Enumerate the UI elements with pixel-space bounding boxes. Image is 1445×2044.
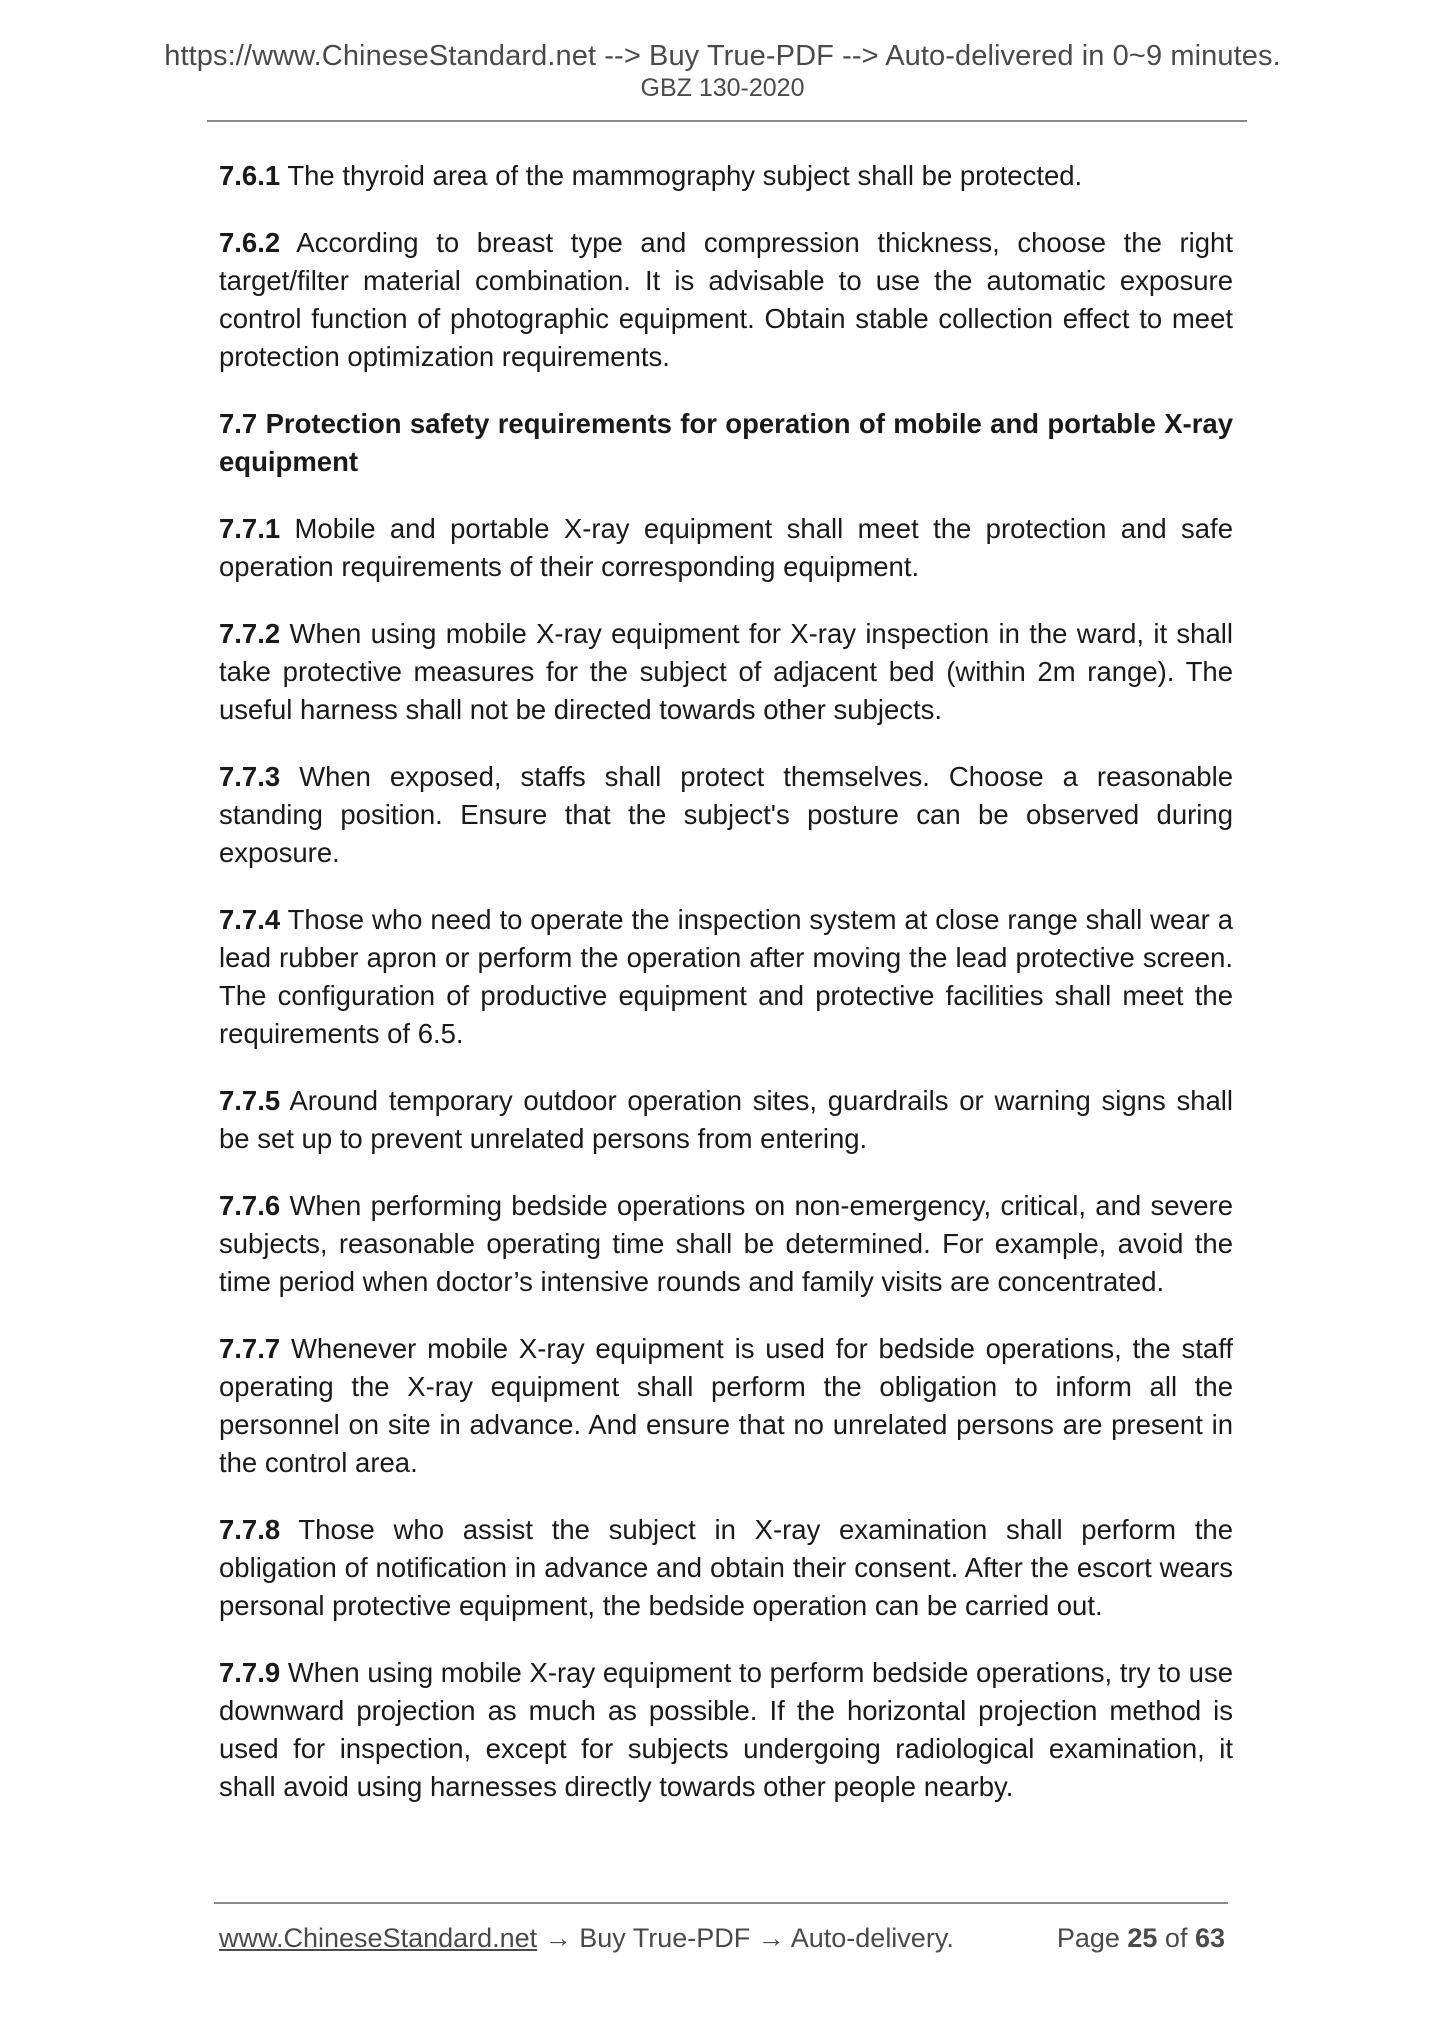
clause-text: The thyroid area of the mammography subject shall be protected. <box>280 160 1083 191</box>
clause-text: According to breast type and compression thickness, choose the right target/filter material combination. It is advisable to use the automatic exposure control function of photographic equipment. Obtain stable collection effect to meet protection optimization requirements. <box>219 227 1233 372</box>
clause-7-7-5 <box>219 1082 1233 1158</box>
clause-number: 7.7.2 <box>219 618 281 649</box>
footer-source <box>219 1923 954 1954</box>
page-label: Page <box>1056 1923 1128 1953</box>
clause-7-7-7 <box>219 1330 1233 1482</box>
section-heading-7-7: 7.7 Protection safety requirements for operation of mobile and portable X-ray equipment <box>219 408 1233 477</box>
clause-text: When using mobile X-ray equipment to perform bedside operations, try to use downward projection as much as possible. If the horizontal projection method is used for inspection, except for subjects undergoing radiological examination, it shall avoid using harnesses directly towards other people nearby. <box>219 1657 1233 1802</box>
clause-number: 7.7.5 <box>219 1085 281 1116</box>
clause-7-7-8 <box>219 1511 1233 1625</box>
clause-text: Whenever mobile X-ray equipment is used for bedside operations, the staff operating the X-ray equipment shall perform the obligation to inform all the personnel on site in advance. And ensure that no unrelated persons are present in the control area. <box>219 1333 1233 1478</box>
footer-site-link[interactable]: www.ChineseStandard.net <box>219 1923 538 1953</box>
clause-text: When performing bedside operations on non-emergency, critical, and severe subjects, reasonable operating time shall be determined. For example, avoid the time period when doctor’s intensive rounds and family visits are concentrated. <box>219 1190 1233 1297</box>
footer-delivery-text: → Buy True-PDF → Auto-delivery. <box>537 1923 954 1953</box>
clause-number: 7.7.9 <box>219 1657 281 1688</box>
clause-number: 7.7.6 <box>219 1190 281 1221</box>
clause-number: 7.7.7 <box>219 1333 281 1364</box>
clause-7-7-9 <box>219 1654 1233 1806</box>
of-label: of <box>1157 1923 1195 1953</box>
clause-number: 7.7.1 <box>219 513 281 544</box>
clause-text: When exposed, staffs shall protect themselves. Choose a reasonable standing position. Ensure that the subject's posture can be observed during exposure. <box>219 761 1233 868</box>
clause-text: Around temporary outdoor operation sites, guardrails or warning signs shall be set up to prevent unrelated persons from entering. <box>219 1085 1233 1154</box>
document-body <box>219 157 1233 1835</box>
clause-7-7-6 <box>219 1187 1233 1301</box>
clause-number: 7.6.1 <box>219 160 281 191</box>
clause-text: Those who need to operate the inspection system at close range shall wear a lead rubber apron or perform the operation after moving the lead protective screen. The configuration of productive equipment and protective facilities shall meet the requirements of 6.5. <box>219 904 1233 1049</box>
clause-number: 7.7.3 <box>219 761 281 792</box>
clause-number: 7.7.4 <box>219 904 281 935</box>
clause-7-7-3 <box>219 758 1233 872</box>
current-page-number: 25 <box>1127 1923 1158 1953</box>
clause-text: Those who assist the subject in X-ray examination shall perform the obligation of notification in advance and obtain their consent. After the escort wears personal protective equipment, the bedside operation can be carried out. <box>219 1514 1233 1621</box>
document-code: GBZ 130-2020 <box>640 74 805 102</box>
total-page-count: 63 <box>1194 1923 1225 1953</box>
clause-7-7-2 <box>219 615 1233 729</box>
header-divider <box>207 120 1247 122</box>
source-banner: https://www.ChineseStandard.net --> Buy True-PDF --> Auto-delivered in 0~9 minutes. <box>164 40 1281 72</box>
clause-number: 7.7.8 <box>219 1514 281 1545</box>
clause-7-6-1 <box>219 157 1233 195</box>
clause-number: 7.6.2 <box>219 227 281 258</box>
clause-text: When using mobile X-ray equipment for X-ray inspection in the ward, it shall take protective measures for the subject of adjacent bed (within 2m range). The useful harness shall not be directed towards other subjects. <box>219 618 1233 725</box>
footer-divider <box>214 1902 1228 1904</box>
clause-7-7-4 <box>219 901 1233 1053</box>
clause-7-7-1 <box>219 510 1233 586</box>
clause-text: Mobile and portable X-ray equipment shall meet the protection and safe operation requirements of their corresponding equipment. <box>219 513 1233 582</box>
clause-7-6-2 <box>219 224 1233 376</box>
page-indicator <box>1057 1923 1225 1954</box>
